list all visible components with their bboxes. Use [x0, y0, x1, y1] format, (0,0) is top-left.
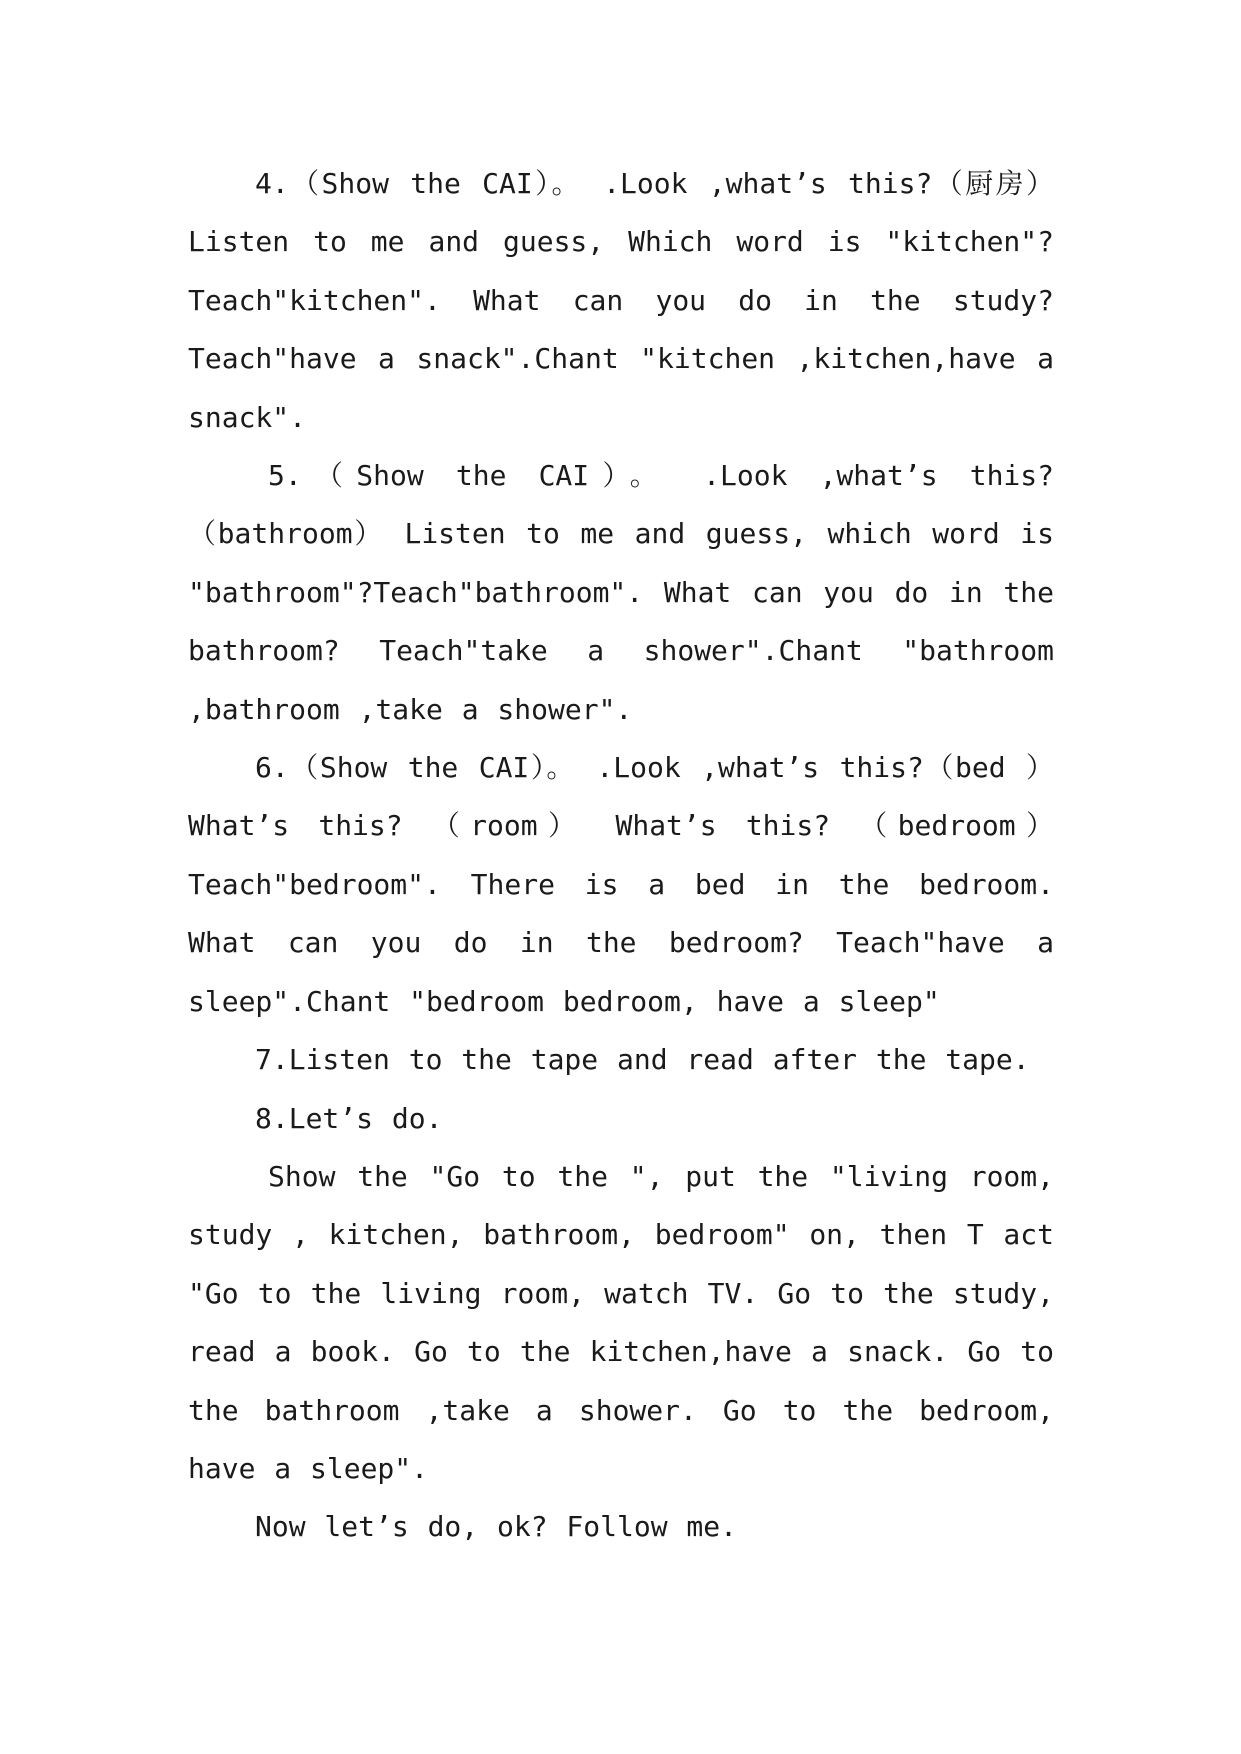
paragraph-step-8: 8.Let’s do. — [255, 1101, 443, 1135]
paragraph-lets-do-instructions: Show the "Go to the ", put the "living room, study , kitchen, bathroom, bedroom" on, then T act "Go to the living room, watch TV. Go to the study, read a book. Go to the kitchen,have a snack. Go to the bathroom ,take a shower. Go to the bedroom, have a sleep". — [188, 1159, 1054, 1485]
paragraph-step-7: 7.Listen to the tape and read after the tape. — [255, 1043, 1030, 1077]
paragraph-step-4: 4.（Show the CAI）。 .Look ,what’s this?（厨房） Listen to me and guess, Which word is "kitchen"?Teach"kitchen". What can you do in the study? Teach"have a snack".Chant "kitchen ,kitchen,have a snack". — [188, 167, 1054, 434]
paragraph-follow-me: Now let’s do, ok? Follow me. — [255, 1510, 738, 1544]
paragraph-step-5: 5.（Show the CAI）。 .Look ,what’s this?（bathroom） Listen to me and guess, which word is "bathroom"?Teach"bathroom". What can you do in the bathroom? Teach"take a shower".Chant "bathroom ,bathroom ,take a shower". — [188, 459, 1054, 726]
paragraph-step-6: 6.（Show the CAI）。 .Look ,what’s this?（bed ） What’s this? （room） What’s this? （bedroom） Teach"bedroom". There is a bed in the bedroom. What can you do in the bedroom? Teach"have a sleep".Chant "bedroom bedroom, have a sleep" — [188, 751, 1054, 1018]
document-page — [188, 155, 1054, 1557]
